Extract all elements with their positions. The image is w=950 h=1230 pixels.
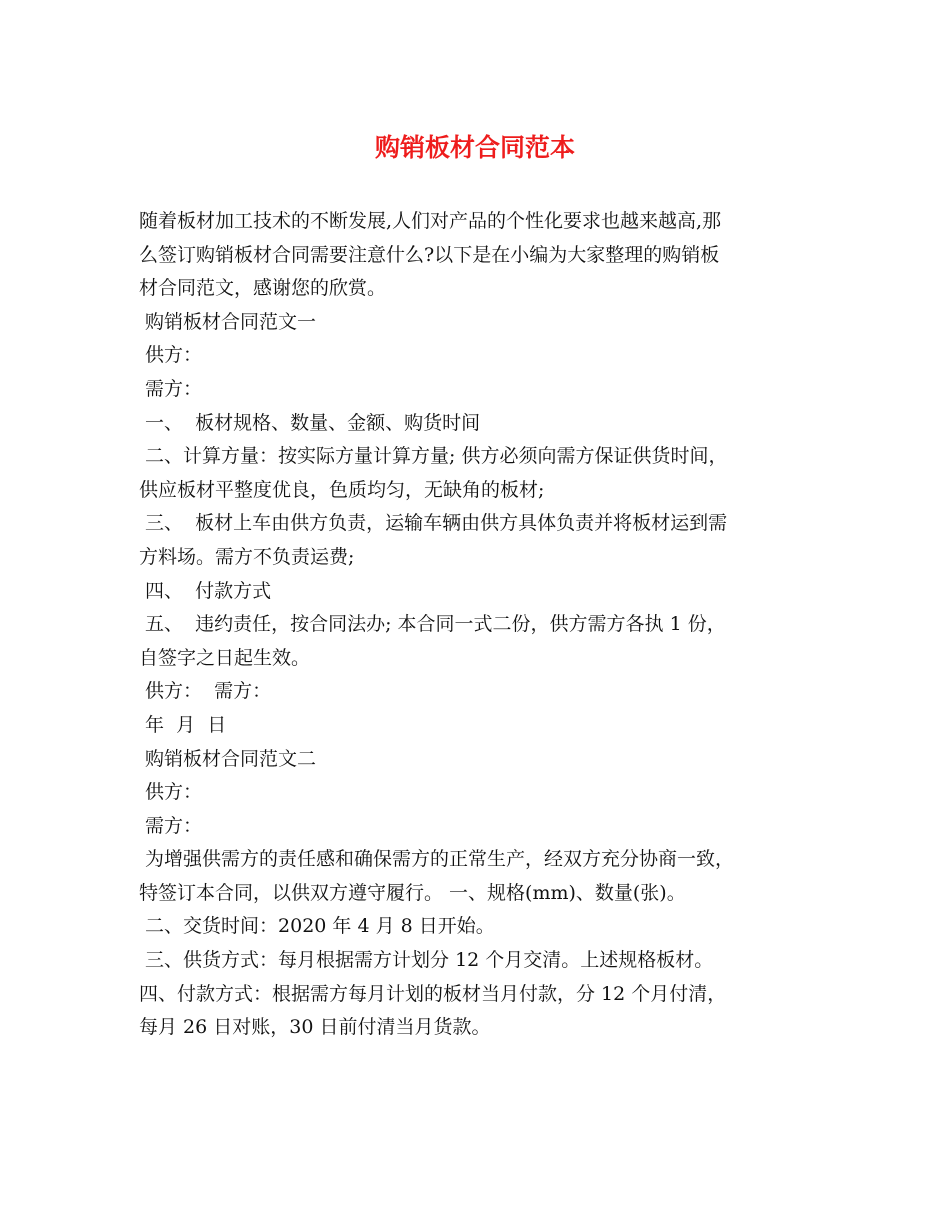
body-line: 么签订购销板材合同需要注意什么?以下是在小编为大家整理的购销板 xyxy=(139,243,720,266)
preamble: 为增强供需方的责任感和确保需方的正常生产，经双方充分协商一致， xyxy=(139,848,735,871)
supply-method: 三、供货方式：每月根据需方计划分 12 个月交清。上述规格板材。 xyxy=(139,949,714,972)
clause-2-cont: 供应板材平整度优良，色质均匀，无缺角的板材; xyxy=(139,478,545,501)
signature-line: 供方： 需方： xyxy=(139,680,272,703)
preamble-cont: 特签订本合同，以供双方遵守履行。 一、规格(mm)、数量(张)。 xyxy=(139,881,686,904)
date-line: 年 月 日 xyxy=(139,713,227,736)
section-heading-sample-one: 购销板材合同范文一 xyxy=(139,310,317,333)
delivery-time: 二、交货时间：2020 年 4 月 8 日开始。 xyxy=(139,915,495,938)
clause-1: 一、 板材规格、数量、金额、购货时间 xyxy=(139,411,481,434)
clause-5-cont: 自签字之日起生效。 xyxy=(139,646,311,669)
clause-4: 四、 付款方式 xyxy=(139,579,272,602)
document-body xyxy=(139,205,829,1045)
clause-2: 二、计算方量：按实际方量计算方量; 供方必须向需方保证供货时间， xyxy=(139,445,728,468)
buyer-label: 需方： xyxy=(139,814,203,837)
section-heading-sample-two: 购销板材合同范文二 xyxy=(139,747,317,770)
buyer-label: 需方： xyxy=(139,377,203,400)
payment-method-cont: 每月 26 日对账，30 日前付清当月货款。 xyxy=(139,1016,491,1039)
clause-3: 三、 板材上车由供方负责，运输车辆由供方具体负责并将板材运到需 xyxy=(139,512,728,535)
body-line: 随着板材加工技术的不断发展,人们对产品的个性化要求也越来越高,那 xyxy=(139,210,722,232)
payment-method: 四、付款方式：根据需方每月计划的板材当月付款，分 12 个月付清， xyxy=(139,982,727,1005)
supplier-label: 供方： xyxy=(139,344,203,367)
document-title: 购销板材合同范本 xyxy=(374,133,575,162)
body-line: 材合同范文，感谢您的欣赏。 xyxy=(139,277,387,300)
clause-3-cont: 方料场。需方不负责运费; xyxy=(139,545,355,568)
clause-5: 五、 违约责任，按合同法办; 本合同一式二份，供方需方各执 1 份， xyxy=(139,613,726,636)
supplier-label: 供方： xyxy=(139,781,203,804)
